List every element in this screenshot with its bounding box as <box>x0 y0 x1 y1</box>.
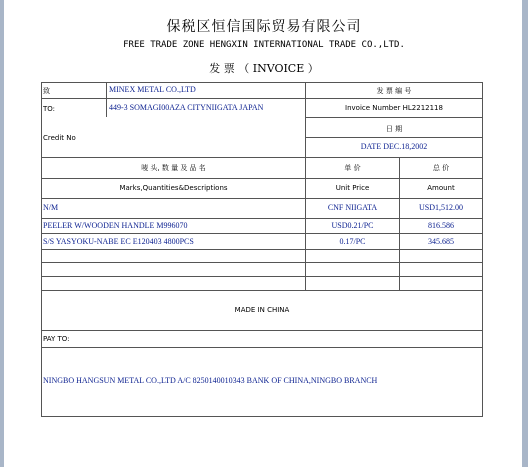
row-divider <box>41 290 483 291</box>
made-in-china-note: MADE IN CHINA <box>234 306 290 314</box>
table-border-top <box>41 82 483 83</box>
table-border-right <box>482 82 483 417</box>
row-divider <box>41 98 483 99</box>
amount-header-cn: 总 价 <box>432 164 450 172</box>
item-amount: 816.586 <box>428 221 454 230</box>
amount-header: Amount <box>427 184 455 192</box>
row-divider <box>41 347 483 348</box>
bank-account-info: NINGBO HANGSUN METAL CO.,LTD A/C 8250140010343 BANK OF CHINA,NINGBO BRANCH <box>43 376 378 385</box>
pay-to-label: PAY TO: <box>43 335 70 343</box>
row-divider <box>41 198 483 199</box>
item-unit-price: USD0.21/PC <box>331 221 374 230</box>
description-header-cn: 唛 头, 数 量 及 品 名 <box>141 164 206 172</box>
item-description: PEELER W/WOODEN HANDLE M996070 <box>43 221 188 230</box>
buyer-address: 449-3 SOMAGI00AZA CITYNIIGATA JAPAN <box>109 103 264 112</box>
row-divider <box>41 262 483 263</box>
row-divider <box>41 249 483 250</box>
invoice-date: DATE DEC.18,2002 <box>360 142 428 151</box>
row-divider <box>305 137 483 138</box>
row-divider <box>41 330 483 331</box>
table-border-bottom <box>41 416 483 417</box>
unit-price-header: Unit Price <box>335 184 370 192</box>
description-header: Marks,Quantities&Descriptions <box>119 184 228 192</box>
company-name-english: FREE TRADE ZONE HENGXIN INTERNATIONAL TRADE CO.,LTD. <box>123 40 405 50</box>
to-label-cn: 致 <box>43 87 50 95</box>
item-amount: USD1,512.00 <box>418 203 463 212</box>
to-label: TO: <box>43 105 56 113</box>
item-unit-price: 0.17/PC <box>339 237 366 246</box>
row-divider <box>41 276 483 277</box>
date-label-cn: 日 期 <box>385 125 403 133</box>
row-divider <box>41 218 483 219</box>
row-divider <box>305 117 483 118</box>
item-amount: 345.685 <box>428 237 454 246</box>
item-unit-price: CNF NIIGATA <box>327 203 378 212</box>
label-divider <box>106 82 107 117</box>
unit-price-header-cn: 单 价 <box>344 164 361 172</box>
company-name-chinese: 保税区恒信国际贸易有限公司 <box>166 19 362 35</box>
credit-number-label: Credit No <box>43 134 76 142</box>
buyer-name: MINEX METAL CO.,LTD <box>109 85 196 94</box>
invoice-title: 发 票 （ INVOICE ） <box>209 62 319 75</box>
row-divider <box>41 157 483 158</box>
invoice-number: Invoice Number HL2212118 <box>345 104 443 112</box>
item-description: N/M <box>43 203 59 212</box>
item-description: S/S YASYOKU-NABE EC E120403 4800PCS <box>43 237 194 246</box>
table-border-left <box>41 82 42 417</box>
invoice-number-label-cn: 发 票 编 号 <box>376 87 412 95</box>
row-divider <box>41 178 483 179</box>
row-divider <box>41 233 483 234</box>
